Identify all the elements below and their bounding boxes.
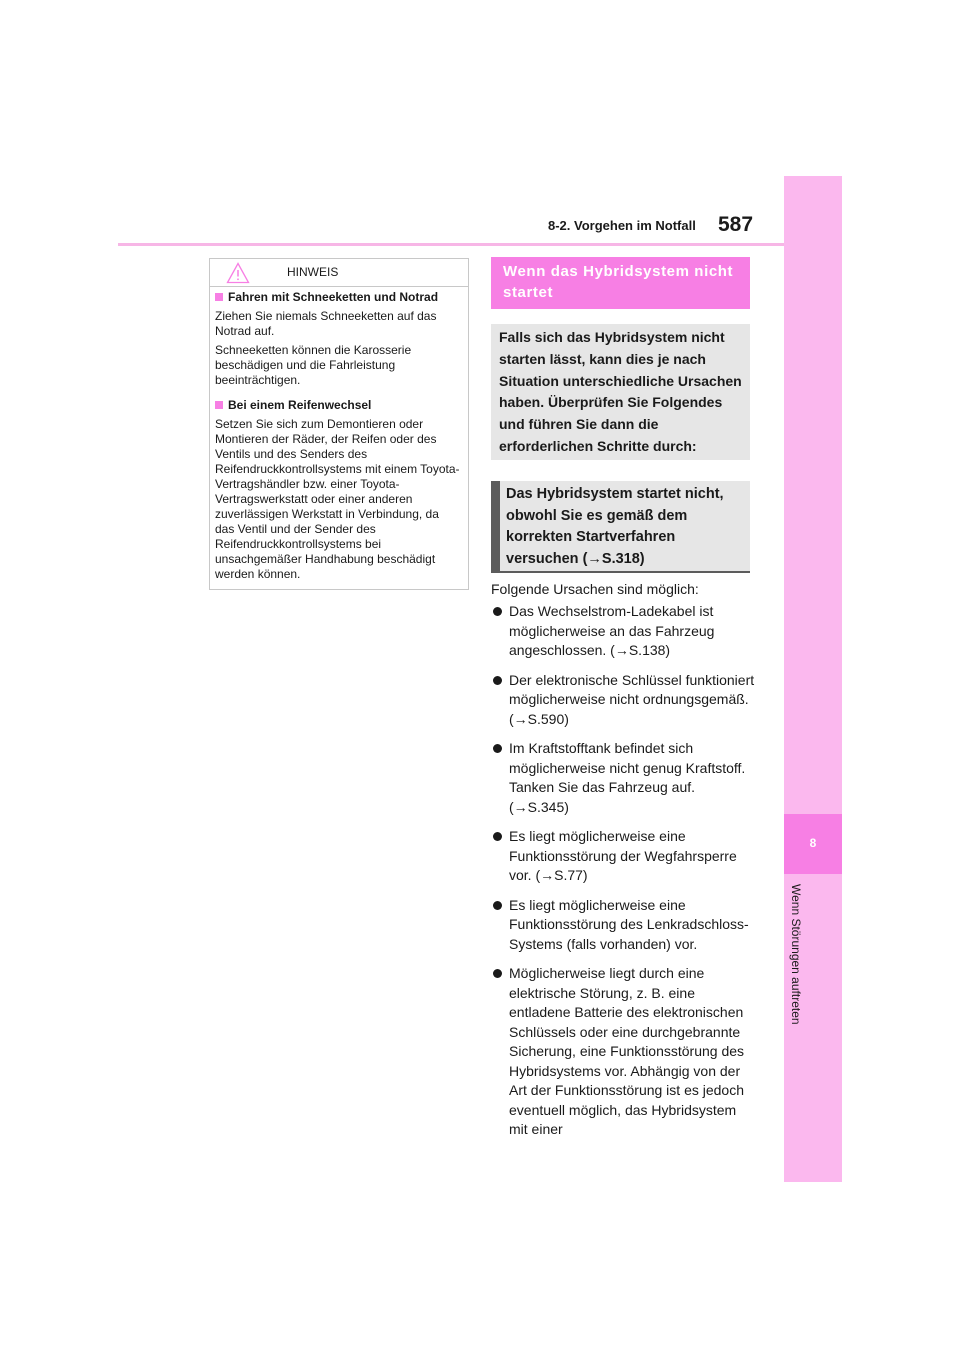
- warning-triangle-icon: [226, 262, 250, 284]
- notice-paragraph: Ziehen Sie niemals Schneeketten auf das Notrad auf.: [215, 309, 437, 338]
- list-item: Der elektronische Schlüssel funktioniert möglicherweise nicht ordnungsgemäß. (→S.590): [491, 671, 756, 730]
- intro-box: [491, 324, 750, 460]
- page-number: 587: [718, 213, 754, 236]
- chapter-title-vertical: [785, 884, 805, 1049]
- causes-list: [491, 602, 756, 1150]
- chapter-number: 8: [809, 836, 817, 850]
- section-heading-text: Wenn das Hybridsystem nicht startet: [503, 263, 734, 301]
- notice-section: [215, 398, 461, 582]
- subsection-heading-text: Das Hybridsystem startet nicht, obwohl Sie es gemäß dem korrekten Startverfahren versuchen (→S.318): [506, 486, 724, 567]
- header-divider: [118, 243, 784, 246]
- bullet-icon: [493, 969, 502, 978]
- notice-label: HINWEIS: [287, 265, 339, 279]
- causes-intro: Folgende Ursachen sind möglich:: [491, 581, 699, 597]
- notice-section: [215, 290, 461, 388]
- subsection-heading: [491, 481, 750, 573]
- bullet-icon: [493, 676, 502, 685]
- notice-divider: [210, 286, 468, 287]
- list-item: Es liegt möglicherweise eine Funktionsstörung der Wegfahrsperre vor. (→S.77): [491, 827, 756, 886]
- notice-content: [215, 290, 461, 592]
- notice-paragraph: Schneeketten können die Karosserie beschädigen und die Fahrleistung beeinträchtigen.: [215, 343, 412, 387]
- intro-text: Falls sich das Hybridsystem nicht starten lässt, kann dies je nach Situation unterschiedliche Ursachen haben. Überprüfen Sie Folgendes und führen Sie dann die erforderlichen Schritte durch:: [499, 329, 742, 454]
- notice-section-title: Fahren mit Schneeketten und Notrad: [215, 290, 461, 305]
- list-item: Es liegt möglicherweise eine Funktionsstörung des Lenkradschloss-Systems (falls vorhanden) vor.: [491, 896, 756, 955]
- bullet-icon: [493, 744, 502, 753]
- list-item: Möglicherweise liegt durch eine elektrische Störung, z. B. eine entladene Batterie des elektronischen Schlüssels oder eine durchgebrannte Sicherung, eine Funktionsstörung des Hybridsystems vor. Abhängig von der Art der Funktionsstörung ist es jedoch eventuell möglich, das Hybridsystem mit einer: [491, 964, 756, 1140]
- bullet-icon: [493, 901, 502, 910]
- bullet-icon: [493, 607, 502, 616]
- bullet-icon: [493, 832, 502, 841]
- square-bullet-icon: [215, 401, 223, 409]
- notice-paragraph: Setzen Sie sich zum Demontieren oder Montieren der Räder, der Reifen oder des Ventils und des Senders des Reifendruckkontrollsystems mit einem Toyota-Vertragshändler bzw. einer Toyota-Vertragswerkstatt oder einer anderen zuverlässigen Werkstatt in Verbindung, da das Ventil und der Sender des Reifendruckkontrollsystems bei unsachgemäßer Handhabung beschädigt werden können.: [215, 417, 460, 581]
- notice-section-title: Bei einem Reifenwechsel: [215, 398, 461, 413]
- square-bullet-icon: [215, 293, 223, 301]
- list-item: Das Wechselstrom-Ladekabel ist möglicherweise an das Fahrzeug angeschlossen. (→S.138): [491, 602, 756, 661]
- notice-header: [222, 260, 452, 284]
- list-item: Im Kraftstofftank befindet sich möglicherweise nicht genug Kraftstoff. Tanken Sie das Fahrzeug auf. (→S.345): [491, 739, 756, 817]
- section-heading: [491, 257, 750, 309]
- chapter-title-text: Wenn Störungen auftreten: [789, 884, 803, 1025]
- section-title: 8-2. Vorgehen im Notfall: [548, 218, 696, 233]
